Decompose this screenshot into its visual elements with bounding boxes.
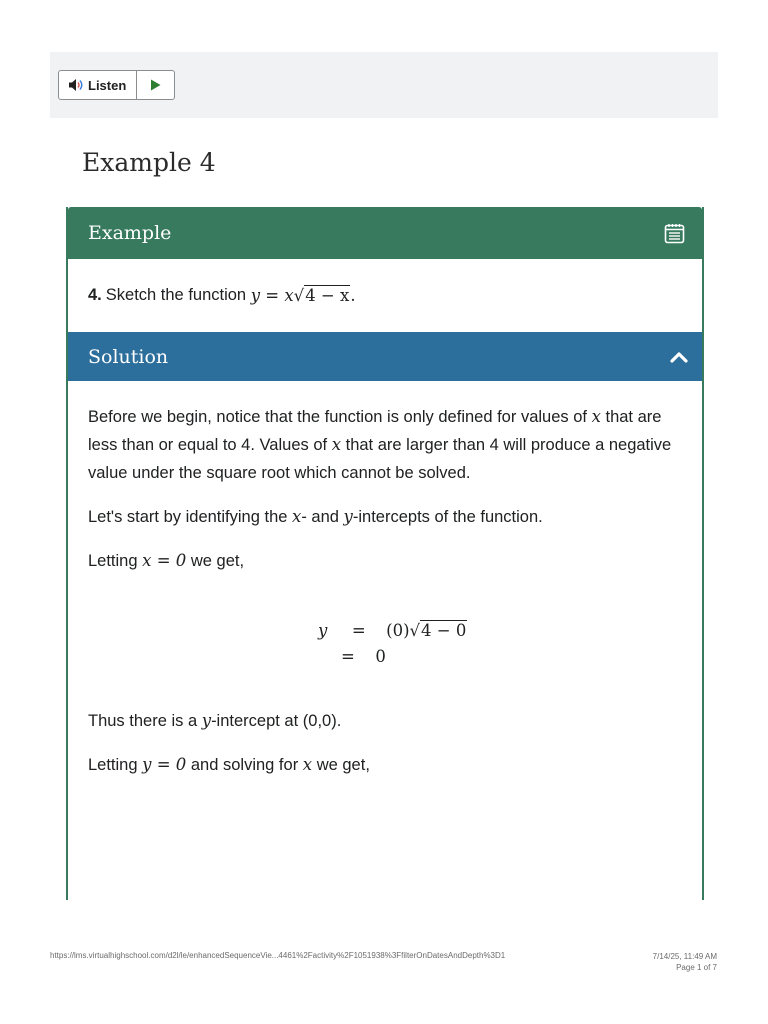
problem-equation — [251, 286, 356, 305]
math-x: x — [331, 435, 342, 454]
eq-period: . — [350, 286, 356, 305]
para2-text-c: -intercepts of the function. — [352, 508, 543, 526]
math-y: y — [343, 507, 353, 526]
display-eq-row-1 — [318, 617, 467, 645]
math-y: y — [201, 711, 212, 730]
footer-url: https://lms.virtualhighschool.com/d2l/le/enhancedSequenceVie...4461%2Factivity%2F1051938%3FfilterOnDatesAndDepth%3D1 — [50, 951, 506, 960]
para1-text-b: that are less than or equal to 4. Values of — [88, 408, 662, 454]
problem-text: Sketch the function — [105, 286, 247, 304]
para1-text-c: that are larger than 4 will produce a negative value under the square root which cannot be solved. — [88, 436, 672, 482]
solution-body — [68, 381, 702, 779]
solution-paragraph-2 — [88, 503, 682, 531]
para4-text-a: Thus there is a — [88, 712, 198, 730]
math-x: x — [591, 407, 601, 426]
speaker-icon — [68, 78, 84, 92]
footer-meta — [653, 951, 717, 973]
example-card-header — [68, 207, 702, 259]
solution-toggle[interactable] — [68, 332, 702, 381]
para2-text-a: Let's start by identifying the — [88, 508, 288, 526]
footer-page-number: Page 1 of 7 — [676, 963, 717, 972]
math-x: x — [292, 507, 302, 526]
solution-paragraph-3 — [88, 547, 682, 575]
listen-button[interactable] — [59, 71, 137, 99]
sqrt-symbol: √ — [409, 621, 421, 640]
deq-y: y — [318, 621, 328, 640]
eq-x: x — [284, 286, 294, 305]
chevron-up-icon — [670, 351, 688, 363]
math-x-eq-0: x = 0 — [142, 551, 187, 570]
listen-label: Listen — [88, 77, 127, 93]
play-button[interactable] — [137, 71, 174, 99]
eq-y: y — [250, 286, 261, 305]
listen-toolbar — [50, 52, 718, 118]
deq-rhs: 0 — [375, 647, 386, 666]
eq-equals: = — [265, 286, 280, 305]
para5-text-b: and solving for — [190, 756, 299, 774]
display-eq-row-2 — [341, 643, 386, 671]
page-title: Example 4 — [82, 148, 216, 177]
footer-datetime: 7/14/25, 11:49 AM — [652, 952, 717, 961]
example-card — [66, 207, 704, 900]
eq-radicand: 4 − x — [305, 286, 350, 305]
para2-text-b: - and — [301, 508, 339, 526]
solution-title: Solution — [88, 345, 169, 368]
para5-text-a: Letting — [88, 756, 138, 774]
play-icon — [150, 79, 161, 91]
deq-radicand: 4 − 0 — [421, 621, 467, 640]
para3-text-b: we get, — [190, 552, 245, 570]
math-x: x — [302, 755, 313, 774]
deq-equals: = — [341, 647, 355, 666]
example-card-title: Example — [88, 222, 172, 244]
math-y-eq-0: y = 0 — [142, 755, 187, 774]
solution-paragraph-4 — [88, 707, 682, 735]
sqrt-symbol: √ — [293, 286, 305, 305]
listen-control — [58, 70, 175, 100]
deq-equals: = — [351, 621, 366, 640]
display-equation — [88, 617, 682, 677]
problem-number: 4. — [88, 286, 102, 304]
para4-text-b: -intercept at (0,0). — [211, 712, 342, 730]
problem-statement — [68, 259, 702, 332]
deq-coef: (0) — [386, 621, 410, 640]
para1-text-a: Before we begin, notice that the function is only defined for values of — [88, 408, 587, 426]
solution-paragraph-1 — [88, 403, 678, 487]
notepad-icon[interactable] — [664, 223, 685, 244]
solution-paragraph-5 — [88, 751, 682, 779]
para5-text-c: we get, — [316, 756, 370, 774]
para3-text-a: Letting — [88, 552, 138, 570]
